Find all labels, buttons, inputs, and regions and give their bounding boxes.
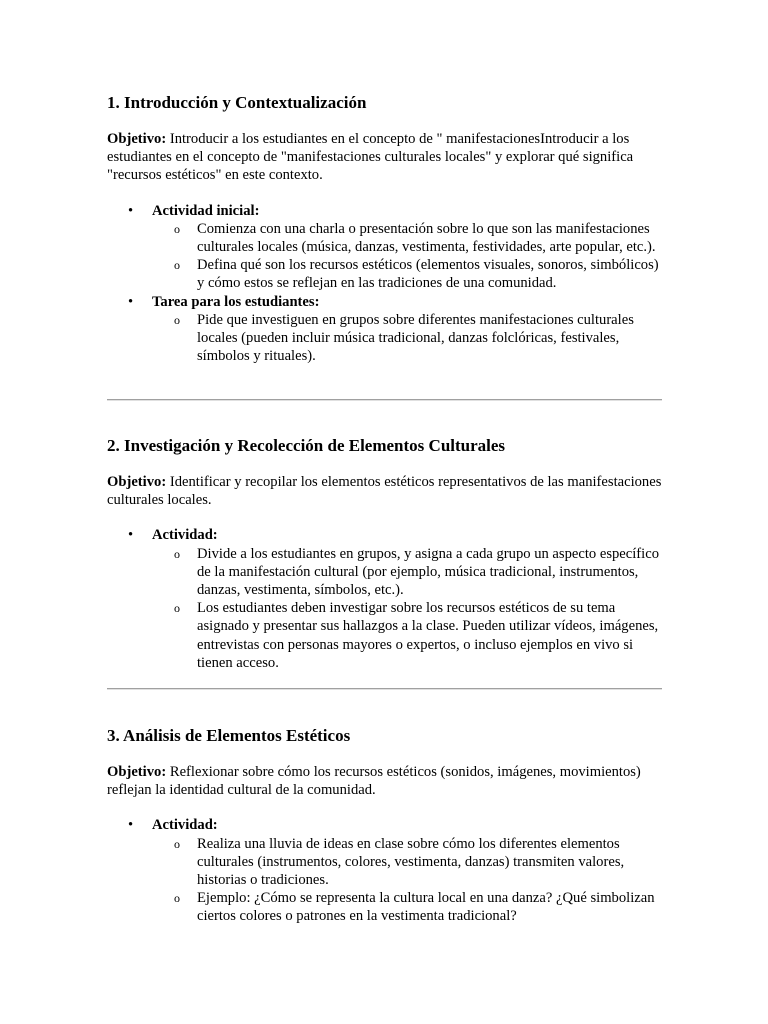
objective-text: Introducir a los estudiantes en el concepto de " manifestacionesIntroducir a los estudiantes en el concepto de "manifestaciones culturales locales" y explorar qué significa "recursos estéticos" en este contexto. <box>107 131 634 184</box>
list-item <box>107 526 667 672</box>
bullet-label: Actividad inicial: <box>152 202 260 219</box>
sub-list-item <box>152 835 667 890</box>
circle-bullet-icon: o <box>174 836 180 851</box>
objective-label: Objetivo: <box>107 474 167 490</box>
sub-list <box>152 545 667 672</box>
objective-label: Objetivo: <box>107 764 167 780</box>
horizontal-divider <box>107 688 662 690</box>
sub-list-item <box>152 545 667 600</box>
sub-item-text: Comienza con una charla o presentación sobre lo que son las manifestaciones culturales locales (música, danzas, vestimenta, festividades, arte popular, etc.). <box>197 220 656 256</box>
sub-list-item <box>152 220 667 256</box>
circle-bullet-icon: o <box>174 312 180 327</box>
objective-label: Objetivo: <box>107 131 167 147</box>
circle-bullet-icon: o <box>174 221 180 236</box>
circle-bullet-icon: o <box>174 546 180 561</box>
bullet-icon: • <box>128 527 134 544</box>
objective-text: Identificar y recopilar los elementos estéticos representativos de las manifestaciones culturales locales. <box>107 474 662 509</box>
section-2 <box>107 435 667 672</box>
bullet-label: Actividad: <box>152 817 218 834</box>
circle-bullet-icon: o <box>174 601 180 616</box>
list-item <box>107 293 667 366</box>
sub-item-text: Defina qué son los recursos estéticos (elementos visuales, sonoros, simbólicos) y cómo estos se reflejan en las tradiciones de una comunidad. <box>197 257 659 292</box>
activity-list <box>107 202 667 366</box>
section-3 <box>107 725 667 926</box>
activity-list <box>107 816 667 925</box>
objective-paragraph <box>107 763 667 799</box>
objective-paragraph <box>107 473 667 509</box>
bullet-label: Tarea para los estudiantes: <box>152 293 320 310</box>
sub-item-text: Divide a los estudiantes en grupos, y asigna a cada grupo un aspecto específico de la manifestación cultural (por ejemplo, música tradicional, instrumentos, danzas, vestimenta, símbolos, etc.). <box>197 545 659 599</box>
circle-bullet-icon: o <box>174 891 180 906</box>
bullet-icon: • <box>128 817 134 834</box>
section-1 <box>107 92 667 365</box>
bullet-icon: • <box>128 293 134 310</box>
activity-list <box>107 526 667 672</box>
bullet-icon: • <box>128 202 134 219</box>
sub-list-item <box>152 256 667 292</box>
sub-item-text: Los estudiantes deben investigar sobre los recursos estéticos de su tema asignado y presentar sus hallazgos a la clase. Pueden utilizar vídeos, imágenes, entrevistas con personas mayores o expertos, o incluso ejemplos en vivo si tienen acceso. <box>197 600 659 671</box>
section-title: 1. Introducción y Contextualización <box>107 93 367 112</box>
sub-list-item <box>152 311 667 366</box>
sub-item-text: Realiza una lluvia de ideas en clase sobre cómo los diferentes elementos culturales (instrumentos, colores, vestimenta, danzas) transmiten valores, historias o tradiciones. <box>197 835 625 889</box>
objective-paragraph <box>107 130 667 185</box>
objective-text: Reflexionar sobre cómo los recursos estéticos (sonidos, imágenes, movimientos) reflejan la identidad cultural de la comunidad. <box>107 764 641 799</box>
sub-list <box>152 835 667 926</box>
list-item <box>107 202 667 293</box>
section-title: 3. Análisis de Elementos Estéticos <box>107 726 351 745</box>
sub-item-text: Ejemplo: ¿Cómo se representa la cultura local en una danza? ¿Qué simbolizan ciertos colores o patrones en la vestimenta tradicional? <box>197 890 655 925</box>
list-item <box>107 816 667 925</box>
horizontal-divider <box>107 399 662 401</box>
sub-list <box>152 220 667 293</box>
sub-list <box>152 311 667 366</box>
circle-bullet-icon: o <box>174 258 180 273</box>
section-title: 2. Investigación y Recolección de Elementos Culturales <box>107 436 506 455</box>
sub-list-item <box>152 599 667 672</box>
sub-item-text: Pide que investiguen en grupos sobre diferentes manifestaciones culturales locales (pueden incluir música tradicional, danzas folclóricas, festivales, símbolos y rituales). <box>197 311 634 365</box>
bullet-label: Actividad: <box>152 527 218 544</box>
sub-list-item <box>152 889 667 925</box>
